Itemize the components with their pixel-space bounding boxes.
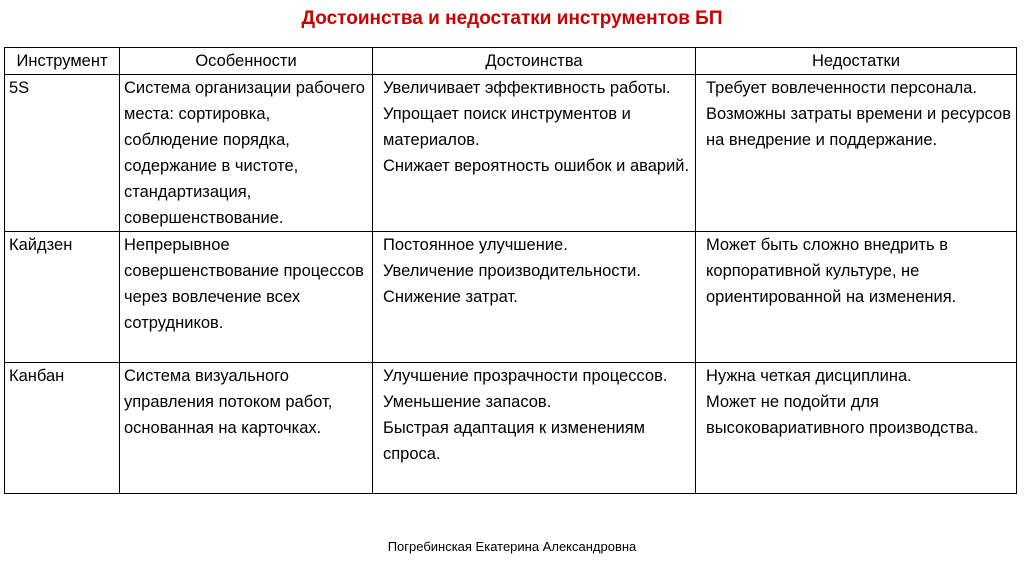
page-title: Достоинства и недостатки инструментов БП: [301, 8, 723, 29]
advantage-item: Уменьшение запасов.: [383, 393, 552, 411]
disadvantage-item: Требует вовлеченности персонала.: [706, 79, 978, 97]
cell-tool: 5S: [5, 75, 120, 232]
advantage-item: Увеличивает эффективность работы.: [383, 79, 671, 97]
header-advantages: Достоинства: [373, 48, 696, 75]
disadvantage-item: Может не подойти для высоковариативного производства.: [706, 393, 979, 437]
cell-advantages: [373, 232, 696, 363]
advantage-item: Улучшение прозрачности процессов.: [383, 367, 668, 385]
cell-disadvantages: [696, 363, 1017, 494]
header-features: Особенности: [120, 48, 373, 75]
advantage-item: Увеличение производительности.: [383, 262, 641, 280]
author-footer: Погребинская Екатерина Александровна: [387, 539, 637, 554]
cell-advantages: [373, 363, 696, 494]
comparison-table: [4, 47, 1017, 494]
disadvantage-item: Нужна четкая дисциплина.: [706, 367, 912, 385]
table-row: [5, 75, 1017, 232]
cell-disadvantages: [696, 75, 1017, 232]
advantage-item: Снижение затрат.: [383, 288, 518, 306]
table-row: [5, 232, 1017, 363]
cell-features: Система визуального управления потоком работ, основанная на карточках.: [120, 363, 373, 494]
advantage-item: Упрощает поиск инструментов и материалов.: [383, 105, 631, 149]
cell-disadvantages: [696, 232, 1017, 363]
table-row: [5, 363, 1017, 494]
cell-advantages: [373, 75, 696, 232]
advantage-item: Снижает вероятность ошибок и аварий.: [383, 157, 690, 175]
header-tool: Инструмент: [5, 48, 120, 75]
cell-tool: Канбан: [5, 363, 120, 494]
disadvantage-item: Может быть сложно внедрить в корпоративной культуре, не ориентированной на изменения.: [706, 236, 957, 306]
table-header-row: [5, 48, 1017, 75]
cell-tool: Кайдзен: [5, 232, 120, 363]
cell-features: Непрерывное совершенствование процессов через вовлечение всех сотрудников.: [120, 232, 373, 363]
cell-features: Система организации рабочего места: сортировка, соблюдение порядка, содержание в чистоте, стандартизация, совершенствование.: [120, 75, 373, 232]
header-disadvantages: Недостатки: [696, 48, 1017, 75]
advantage-item: Постоянное улучшение.: [383, 236, 568, 254]
disadvantage-item: Возможны затраты времени и ресурсов на внедрение и поддержание.: [706, 105, 1011, 149]
advantage-item: Быстрая адаптация к изменениям спроса.: [383, 419, 646, 463]
